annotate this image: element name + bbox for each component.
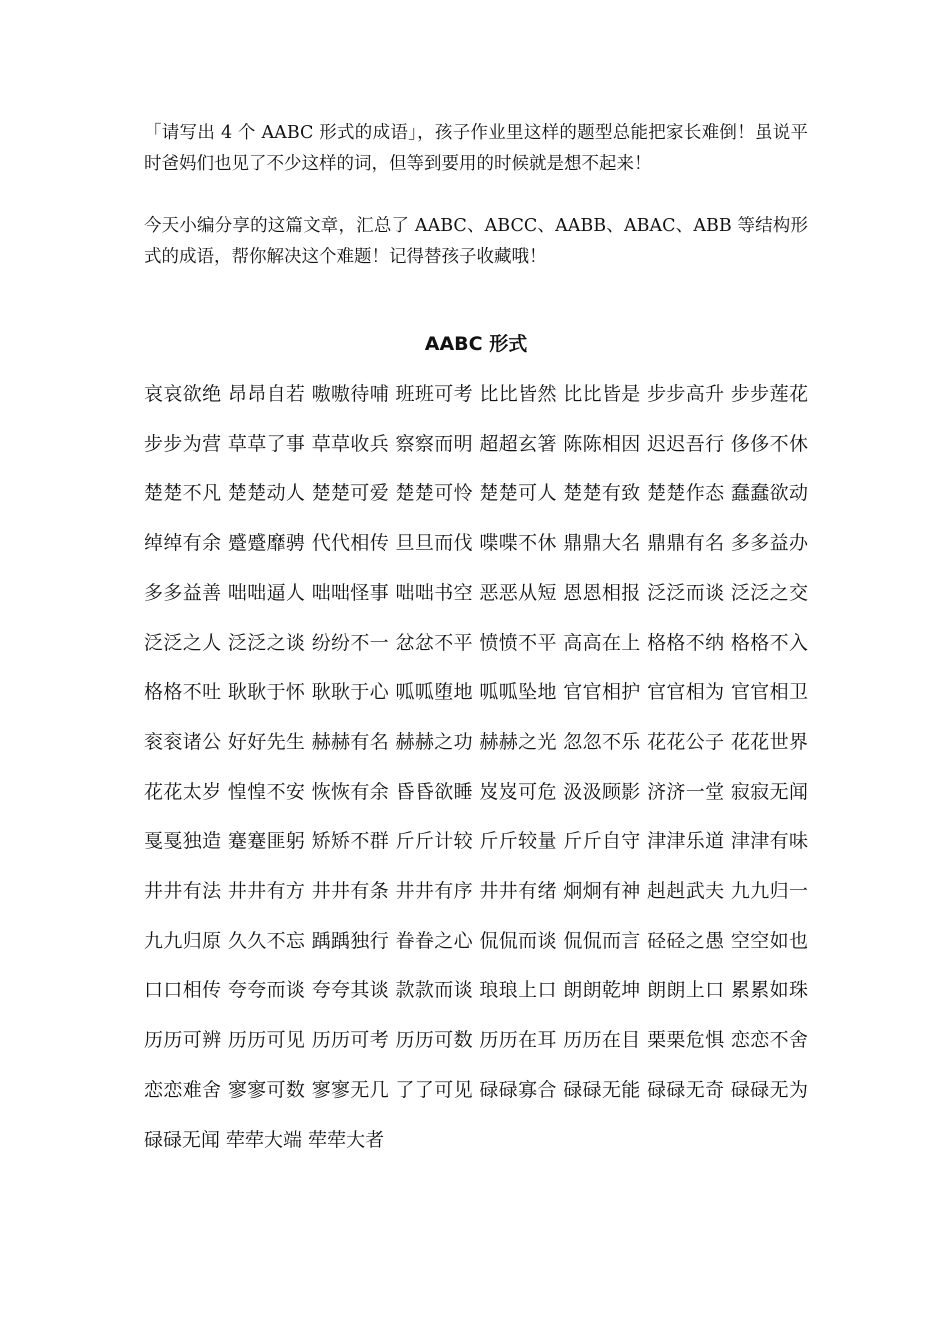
idiom-list: 哀哀欲绝 昂昂自若 嗷嗷待哺 班班可考 比比皆然 比比皆是 步步高升 步步莲花 步步为营 草草了事 草草收兵 察察而明 超超玄箸 陈陈相因 迟迟吾行 侈侈不休 楚楚不凡 楚楚动人 楚楚可爱 楚楚可怜 楚楚可人 楚楚有致 楚楚作态 蠢蠢欲动 绰绰有余 蹙蹙靡骋 代代相传 旦旦而伐 喋喋不休 鼎鼎大名 鼎鼎有名 多多益办 多多益善 咄咄逼人 咄咄怪事 咄咄书空 恶恶从短 恩恩相报 泛泛而谈 泛泛之交 泛泛之人 泛泛之谈 纷纷不一 忿忿不平 愤愤不平 高高在上 格格不纳 格格不入 格格不吐 耿耿于怀 耿耿于心 呱呱堕地 呱呱坠地 官官相护 官官相为 官官相卫 衮衮诸公 好好先生 赫赫有名 赫赫之功 赫赫之光 忽忽不乐 花花公子 花花世界 花花太岁 惶惶不安 恢恢有余 昏昏欲睡 岌岌可危 汲汲顾影 济济一堂 寂寂无闻 戛戛独造 蹇蹇匪躬 矫矫不群 斤斤计较 斤斤较量 斤斤自守 津津乐道 津津有味 井井有法 井井有方 井井有条 井井有序 井井有绪 炯炯有神 赳赳武夫 九九归一 九九归原 久久不忘 踽踽独行 眷眷之心 侃侃而谈 侃侃而言 硁硁之愚 空空如也 口口相传 夸夸而谈 夸夸其谈 款款而谈 琅琅上口 朗朗乾坤 朗朗上口 累累如珠 历历可辨 历历可见 历历可考 历历可数 历历在耳 历历在目 栗栗危惧 恋恋不舍 恋恋难舍 寥寥可数 寥寥无几 了了可见 碌碌寡合 碌碌无能 碌碌无奇 碌碌无为 碌碌无闻 荦荦大端 荦荦大者 <box>144 383 808 1151</box>
intro-paragraph-2: 今天小编分享的这篇文章，汇总了 AABC、ABCC、AABB、ABAC、ABB 等结构形式的成语，帮你解决这个难题！记得替孩子收藏哦！ <box>144 216 808 267</box>
section-heading: AABC 形式 <box>424 333 528 355</box>
intro-paragraph-1: 「请写出 4 个 AABC 形式的成语」，孩子作业里这样的题型总能把家长难倒！虽说平时爸妈们也见了不少这样的词，但等到要用的时候就是想不起来！ <box>144 123 808 174</box>
